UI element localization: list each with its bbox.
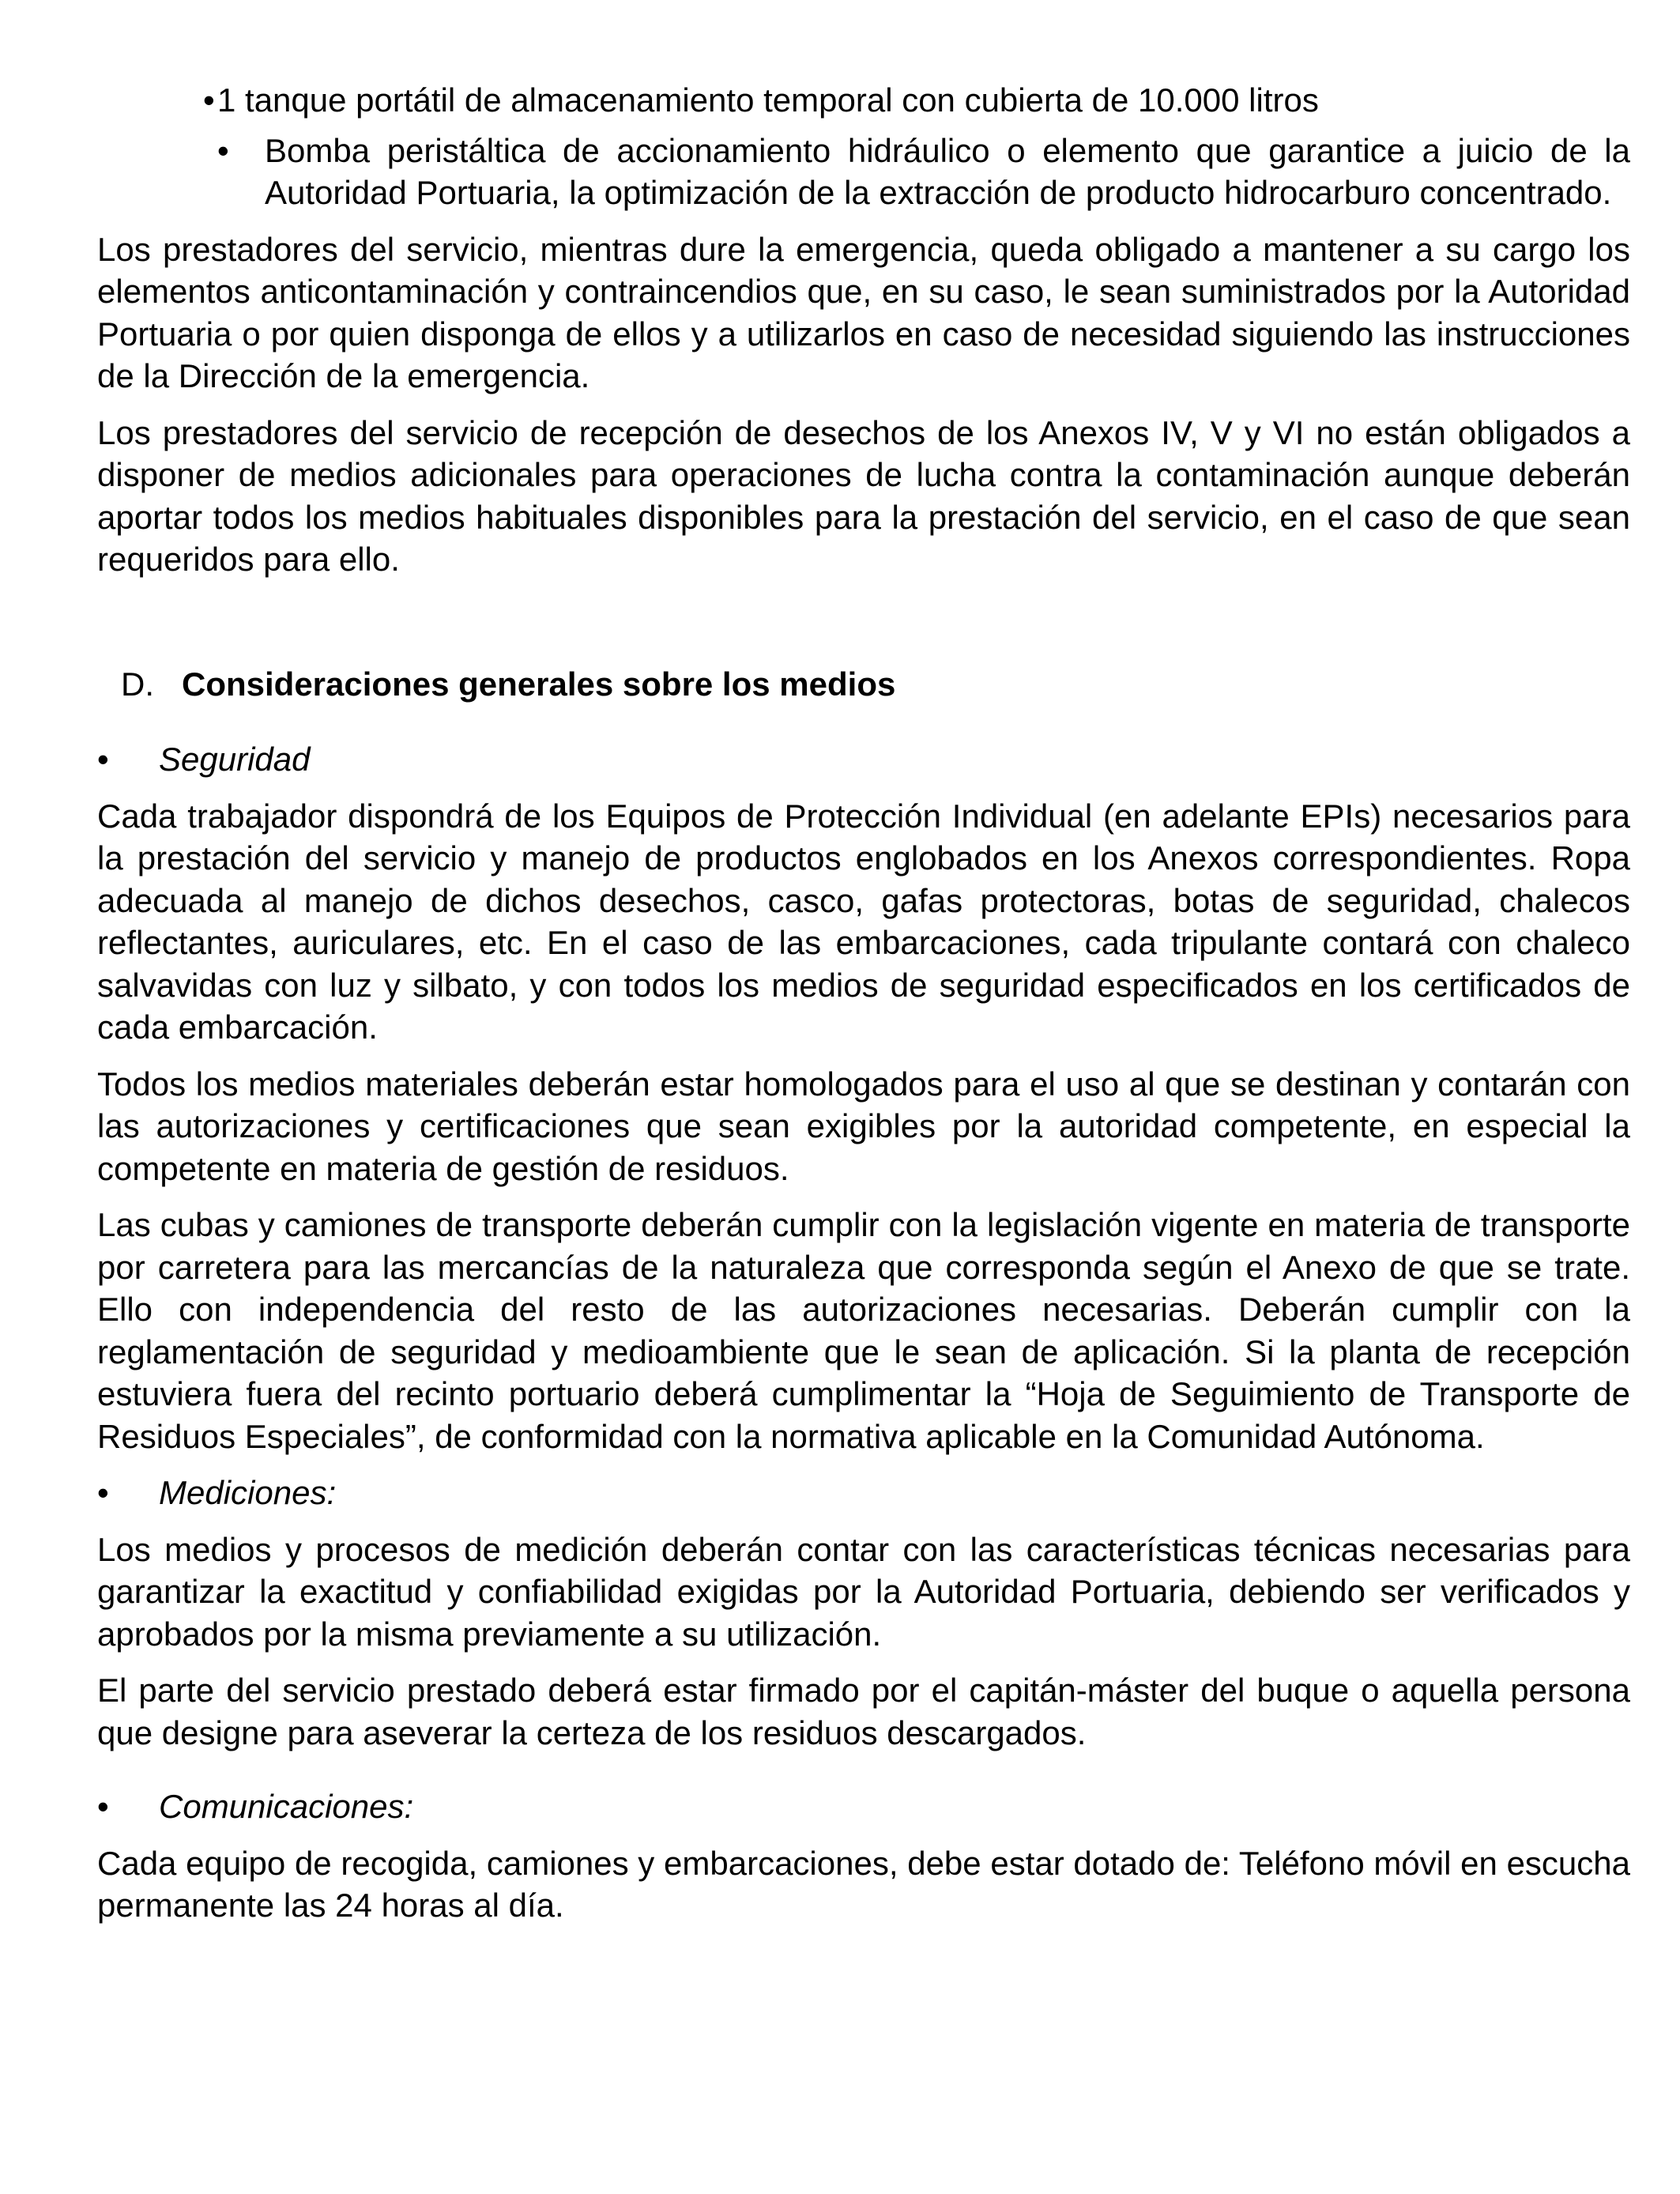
bullet-icon: • [97,1788,109,1825]
bullet-icon: • [97,741,109,778]
paragraph: El parte del servicio prestado deberá estar firmado por el capitán-máster del buque o aquella persona que designe para aseverar la certeza de los residuos descargados. [97,1672,1630,1751]
bullet-icon: • [97,1474,109,1511]
section-title: Consideraciones generales sobre los medios [182,665,896,703]
paragraph: Todos los medios materiales deberán estar homologados para el uso al que se destinan y contarán con las autorizaciones y certificaciones que sean exigibles por la autoridad competente, en especial la competente en materia de gestión de residuos. [97,1065,1630,1187]
subsection-heading-seguridad [97,738,1630,781]
document-body [97,79,1630,1941]
list-item [203,79,1630,122]
paragraph: Las cubas y camiones de transporte deberán cumplir con la legislación vigente en materia de transporte por carretera para las mercancías de la naturaleza que corresponda según el Anexo de que se trate. Ello con independencia del resto de las autorizaciones necesarias. Deberán cumplir con la reglamentación de seguridad y medioambiente que le sean de aplicación. Si la planta de recepción estuviera fuera del recinto portuario deberá cumplimentar la “Hoja de Seguimiento de Transporte de Residuos Especiales”, de conformidad con la normativa aplicable en la Comunidad Autónoma. [97,1206,1630,1455]
bullet-icon: • [217,131,229,169]
section-heading [97,663,1630,706]
subsection-title: Seguridad [159,741,311,778]
subsection-title: Mediciones: [159,1474,337,1511]
subsection-title: Comunicaciones: [159,1788,414,1825]
subsection-heading-comunicaciones [97,1785,1630,1828]
paragraph: Los prestadores del servicio de recepción de desechos de los Anexos IV, V y VI no están obligados a disponer de medios adicionales para operaciones de lucha contra la contaminación aunque deberán aportar todos los medios habituales disponibles para la prestación del servicio, en el caso de que sean requeridos para ello. [97,413,1630,578]
bullet-icon: • [203,81,215,119]
section-letter: D. [121,665,154,703]
paragraph: Cada equipo de recogida, camiones y embarcaciones, debe estar dotado de: Teléfono móvil en escucha permanente las 24 horas al día. [97,1844,1630,1924]
subsection-heading-mediciones [97,1472,1630,1514]
paragraph: Los prestadores del servicio, mientras dure la emergencia, queda obligado a mantener a su cargo los elementos anticontaminación y contraincendios que, en su caso, le sean suministrados por la Autoridad Portuaria o por quien disponga de ellos y a utilizarlos en caso de necesidad siguiendo las instrucciones de la Dirección de la emergencia. [97,230,1630,394]
paragraph: Los medios y procesos de medición deberán contar con las características técnicas necesarias para garantizar la exactitud y confiabilidad exigidas por la Autoridad Portuaria, debiendo ser verificados y aprobados por la misma previamente a su utilización. [97,1530,1630,1653]
list-item-text: 1 tanque portátil de almacenamiento temporal con cubierta de 10.000 litros [217,81,1319,119]
paragraph: Cada trabajador dispondrá de los Equipos de Protección Individual (en adelante EPIs) necesarios para la prestación del servicio y manejo de productos englobados en los Anexos correspondientes. Ropa adecuada al manejo de dichos desechos, casco, gafas protectoras, botas de seguridad, chalecos reflectantes, auriculares, etc. En el caso de las embarcaciones, cada tripulante contará con chaleco salvavidas con luz y silbato, y con todos los medios de seguridad especificados en los certificados de cada embarcación. [97,797,1630,1046]
list-item-text: Bomba peristáltica de accionamiento hidráulico o elemento que garantice a juicio de la Autoridad Portuaria, la optimización de la extracción de producto hidrocarburo concentrado. [265,131,1630,211]
list-item [217,130,1630,214]
